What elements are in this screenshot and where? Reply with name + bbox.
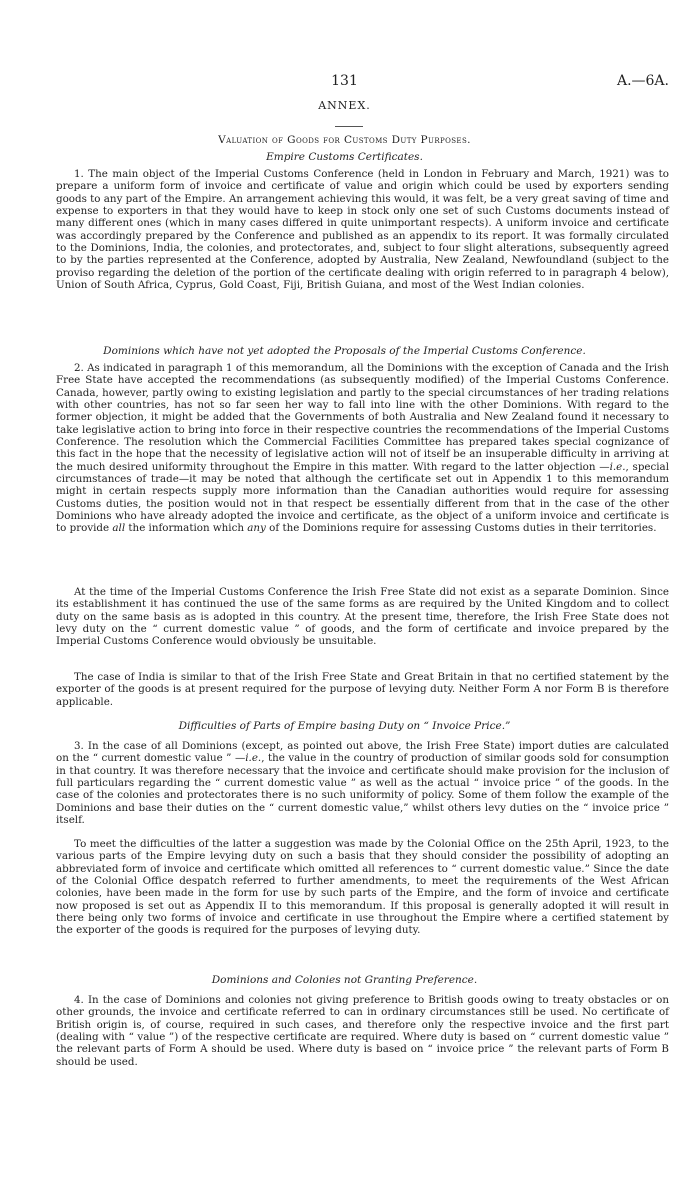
annex-title: ANNEX. <box>318 99 371 112</box>
divider <box>335 126 363 127</box>
page-header <box>56 73 669 89</box>
paragraph-2 <box>56 362 669 535</box>
paragraph-2-ie: i.e. <box>609 460 626 473</box>
section-heading-not-granting-preference: Dominions and Colonies not Granting Preference. <box>211 974 478 986</box>
paragraph-3-colonial-office: To meet the difficulties of the latter a suggestion was made by the Colonial Office on the 25th April, 1923, to the various parts of the Empire levying duty on such a basis that they should consider the possibility of adopting an abbreviated form of invoice and certificate which omitted all references to “ current domestic value.” Since the date of the Colonial Office despatch referred to further amendments, to meet the requirements of the West African colonies, have been made in the form for use by such parts of the Empire, and the form of invoice and certificate now proposed is set out as Appendix II to this memorandum. If this proposal is generally adopted it will result in there being only two forms of invoice and certificate in use throughout the Empire where a certified statement by the exporter of the goods is required for the purposes of levying duty. <box>56 838 669 937</box>
page-number: 131 <box>331 73 358 89</box>
paragraph-2-irish-free-state: At the time of the Imperial Customs Conference the Irish Free State did not exist as a separate Dominion. Since its establishment it has continued the use of the same forms as are required by the United Kingdom and to collect duty on the same basis as is adopted in this country. At the present time, therefore, the Irish Free State does not levy duty on the “ current domestic value ” of goods, and the form of certificate and invoice prepared by the Imperial Customs Conference would obviously be unsuitable. <box>56 586 669 648</box>
paragraph-3 <box>56 740 669 826</box>
paragraph-3-part-a: 3. In the case of all Dominions (except, as pointed out above, the Irish Free State) import duties are calculated on the “ current domestic value ” — <box>56 740 669 765</box>
paragraph-1: 1. The main object of the Imperial Customs Conference (held in London in February and March, 1921) was to prepare a uniform form of invoice and certificate of value and origin which could be used by exporters sending goods to any part of the Empire. An arrangement achieving this would, it was felt, be a very great saving of time and expense to exporters in that they would have to keep in stock only one set of such Customs documents instead of many different ones (which in many cases differed in quite unimportant respects). A uniform invoice and certificate was accordingly prepared by the Conference and published as an appendix to its report. It was formally circulated to the Dominions, India, the colonies, and protectorates, and, subject to four slight alterations, subsequently agreed to by the parties represented at the Conference, adopted by Australia, New Zealand, Newfoundland (subject to the proviso regarding the deletion of the portion of the certificate dealing with origin referred to in paragraph 4 below), Union of South Africa, Cyprus, Gold Coast, Fiji, British Guiana, and most of the West Indian colonies. <box>56 168 669 292</box>
paragraph-2-part-d: of the Dominions require for assessing Customs duties in their territories. <box>269 522 657 535</box>
main-heading: Valuation of Goods for Customs Duty Purposes. <box>218 134 471 146</box>
paragraph-3-ie: i.e. <box>245 752 262 765</box>
paragraph-4: 4. In the case of Dominions and colonies not giving preference to British goods owing to treaty obstacles or on other grounds, the invoice and certificate referred to can in ordinary circumstances still be used. No certificate of British origin is, of course, required in such cases, and therefore only the respective invoice and the first part (dealing with “ value ”) of the respective certificate are required. Where duty is based on “ current domestic value ” the relevant parts of Form A should be used. Where duty is based on “ invoice price ” the relevant parts of Form B should be used. <box>56 994 669 1068</box>
paragraph-2-part-c: the information which <box>128 522 244 535</box>
section-heading-invoice-price: Difficulties of Parts of Empire basing Duty on “ Invoice Price.” <box>178 720 511 732</box>
sub-heading: Empire Customs Certificates. <box>266 151 423 163</box>
paragraph-2-india: The case of India is similar to that of the Irish Free State and Great Britain in that no certified statement by the exporter of the goods is at present required for the purpose of levying duty. Neither Form A nor Form B is therefore applicable. <box>56 671 669 708</box>
paragraph-2-part-b: , special circumstances of trade—it may be noted that although the certificate set out in Appendix 1 to this memorandum might in certain respects supply more information than the Canadian authorities would require for assessing Customs duties, the position would not in that respect be essentially different from that in the case of the other Dominions who have already adopted the invoice and certificate, as the object of a uniform invoice and certificate is to provide <box>56 460 669 535</box>
paragraph-2-all: all <box>112 522 126 535</box>
paragraph-3-part-b: , the value in the country of production of similar goods sold for consumption in that country. It was therefore necessary that the invoice and certificate should make provision for the inclusion of full particulars regarding the “ current domestic value ” as well as the actual “ invoice price ” of the goods. In the case of the colonies and protectorates there is no such uniformity of policy. Some of them follow the example of the Dominions and base their duties on the “ current domestic value,” whilst others levy duties on the “ invoice price ” itself. <box>56 752 669 827</box>
paragraph-2-any: any <box>247 522 266 535</box>
paragraph-2-part-a: 2. As indicated in paragraph 1 of this memorandum, all the Dominions with the exception of Canada and the Irish Free State have accepted the recommendations (as subsequently modified) of the Imperial Customs Conference. Canada, however, partly owing to existing legislation and partly to the special circumstances of her trading relations with other countries, has not so far seen her way to fall into line with the other Dominions. With regard to the former objection, it might be added that the Governments of both Australia and New Zealand found it necessary to take legislative action to bring into force in their respective countries the recommendations of the Imperial Customs Conference. The resolution which the Commercial Facilities Committee has prepared takes special cognizance of this fact in the hope that the necessity of legislative action will not of itself be an insuperable difficulty in arriving at the much desired uniformity throughout the Empire in this matter. With regard to the latter objection — <box>56 362 669 473</box>
document-reference: A.—6A. <box>616 73 669 89</box>
section-heading-dominions-not-adopted: Dominions which have not yet adopted the Proposals of the Imperial Customs Conference. <box>103 345 586 357</box>
document-page <box>56 0 669 1185</box>
